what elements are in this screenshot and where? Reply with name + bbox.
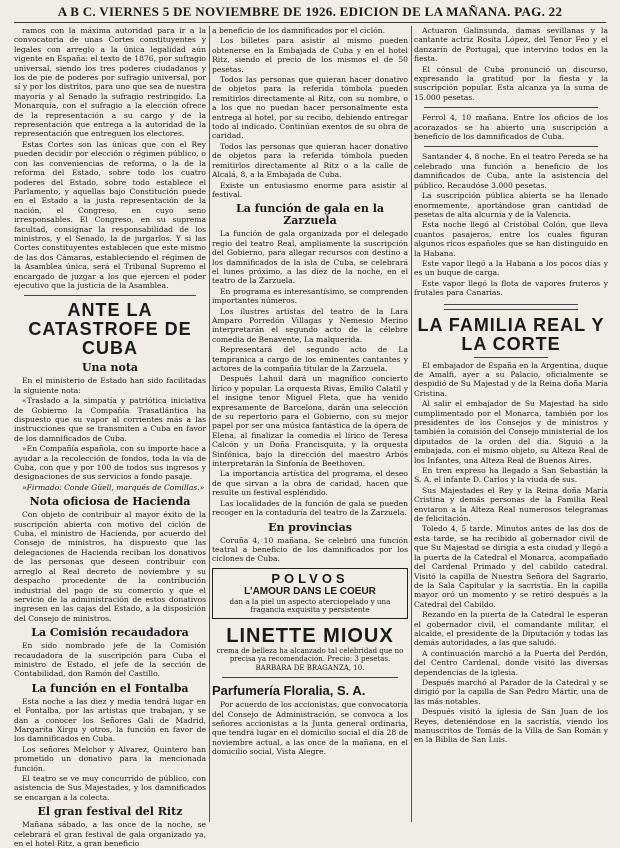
subhead: La función de gala en la Zarzuela <box>235 202 385 228</box>
paragraph: La importancia artística del programa, el deseo de que sirvan a la obra de caridad, hacen que resulte un festival espléndido. <box>212 469 408 498</box>
headline-cuba: ANTE LA CATASTROFE DE CUBA <box>28 300 192 359</box>
column-divider <box>209 26 210 822</box>
subhead: La Comisión recaudadora <box>31 626 189 640</box>
section-rule <box>222 677 398 678</box>
section-rule <box>424 146 598 147</box>
paragraph: Los señores Melchor y Alvarez, Quintero han prometido un donativo para la mencionada función. <box>14 744 206 773</box>
paragraph: Sus Majestades el Rey y la Reina doña María Cristina y demás personas de la Familia Real enviaron a la Alteza Real numerosos telegramas de felicitación. <box>414 485 608 524</box>
paragraph: Los ilustres artistas del teatro de la Lara Amparo Porredón Villagas y Nemesio Merino interpretarán el segundo acto de la célebre comedia de Benavente, La malquerida. <box>212 306 408 344</box>
paragraph: Por acuerdo de los accionistas, que convocatoria del Consejo de Administración, se convoca a los señores accionistas a la Junta general ordinaria, que tendrá lugar en el domicilio social el día 28 de noviembre actual, a las once de la mañana, en el domicilio social, Vista Alegre. <box>212 700 408 757</box>
paragraph: Los billetes para asistir al mismo pueden obtenerse en la Embajada de Cuba y en el hotel Ritz, siendo el precio de los mismos el de 50 pesetas. <box>212 36 408 74</box>
advert-polvos <box>212 568 408 619</box>
paragraph: La suscripción pública abierta se ha llenado enormemente, aportándose gran cantidad de pesetas de alta alcurnia y de la Valencia. <box>414 191 608 219</box>
paragraph: Todos las personas que quieran hacer donativo de objetos para la referida tómbola pueden remitirlos directamente al Ritz o a la calle de Alcalá, 8, a la Embajada de Cuba. <box>212 141 408 180</box>
paragraph: a beneficio de los damnificados por el ciclón. <box>212 26 386 35</box>
paragraph: Actuaron Galinsunda, damas sevillanas y la cantante actriz Rosita López, del Tenor Feo y el danzarín de Portugal, que intervino todos en la fiesta. <box>414 26 608 64</box>
headline-familia-real: LA FAMILIA REAL Y LA CORTE <box>417 314 605 354</box>
paragraph: Representará del segundo acto de La tempranica a cargo de los eminentes cantantes y actores de la compañía titular de la Zarzuela. <box>212 345 408 373</box>
advert-linette-body: crema de belleza ha alcanzado tal celebridad que no precisa ya recomendación. Precio: 3 pesetas. BARBARA DE BRAGANZA, 10. <box>216 646 404 672</box>
subhead: El gran festival del Ritz <box>37 805 183 819</box>
paragraph: En sido nombrado jefe de la Comisión recaudadora de la suscripción para Cuba el ministro de Estado, el jefe de la sección de Contabilidad, don Ramón del Castillo. <box>14 641 206 679</box>
column-1 <box>14 26 206 848</box>
subhead: Nota oficiosa de Hacienda <box>29 495 191 509</box>
subhead: Una nota <box>81 361 139 375</box>
paragraph: Estas Cortes son las únicas que con el Rey pueden decidir por elección o régimen público, o con las conveniencias de reforma, o la de la reforma del Estado, sobre todo los cuatro poderes del Estado, sobre todo establece el Parlamento, y aquellas bajo Constitución puede en el Estado a la justa representación de la nación, el Congreso, en cuyo seno irresponsables. El Congreso, en su suprema facultad, consignar la responsabilidad de los ministros, y el Senado, la de jurgarlos. Y si las Cortes constituyentes establecen que este mismo de las dos Cámaras, estableciendo el régimen de la Asamblea única, será el Tribunal Supremo el encargado de juzgar a los que ejercen el poder ejecutivo que la justicia de la Asamblea. <box>14 139 206 290</box>
paragraph: Al salir el embajador de Su Majestad ha sido cumplimentado por el Monarca, también por los presidentes de los Consejos y de ministros y también la comisión del Consejo ministerial de los diputados de la orden del día. Siguió a la embajada, con el mismo objeto, su Alteza Real de los Infantes, una Alteza Real de Buenos Aires. <box>414 399 608 465</box>
advert-floralia-title: Parfumería Floralia, S. A. <box>212 683 366 699</box>
advert-subtitle: L'AMOUR DANS LE COEUR <box>244 585 376 597</box>
paragraph: Ferrol 4, 10 mañana. Entre los oficios de los acorazados se ha abierto una suscripción a beneficio de los damnificados de Cuba. <box>414 113 608 142</box>
section-rule <box>24 295 196 296</box>
paragraph: En tren expreso ha llegado a San Sebastián la S. A. el infante D. Carlos y la viuda de sus. <box>414 466 608 485</box>
paragraph: Este vapor llegó la flota de vapores fruteros y frutales para Canarias. <box>414 278 608 298</box>
paragraph: Mañana sábado, a las once de la noche, se celebrará el gran festival de gala organizado ya, en el hotel Ritz, a gran beneficio <box>14 820 206 848</box>
paragraph: Coruña 4, 10 mañana. Se celebró una función teatral a beneficio de los damnificados por los ciclones de Cuba. <box>212 535 408 564</box>
paragraph: El embajador de España en la Argentina, duque de Amalfi, ayer a su Palacio, oficialmente se despidió de Su Majestad y de la Reina doña María Cristina. <box>414 360 608 398</box>
paragraph: Con objeto de contribuir al mayor éxito de la suscripción abierta con motivo del ciclón de Cuba, el ministro de Hacienda, por acuerdo del Consejo de ministros, ha dispuesto que las delegaciones de Hacienda reciban los donativos de las personas que deseen contribuir con arreglo al Real decreto de noviembre y su despacho procedente de la contribución industrial del pago de su comercio y que el servicio de la administración de estos donativos ingresen en las cajas del Estado, a la disposición del Consejo de ministros. <box>14 510 206 623</box>
paragraph: El teatro se ve muy concurrido de público, con asistencia de Sus Majestades, y los damnificados se encargan a la colecta. <box>14 774 206 802</box>
paragraph: Rezando en la puerta de la Catedral le esperan el gobernador civil, el comandante militar, el alcalde, el presidente de la Diputación y todas las demás autoridades, a las que saludó. <box>414 610 608 648</box>
section-double-rule <box>444 304 578 310</box>
paragraph: Esta noche llegó al Cristóbal Colón, que lleva cuantos pasajeros, entre los cuales figuran algunos ricos españoles que se han distinguido en la Habana. <box>414 220 608 258</box>
paragraph: Después Lahuil dará un magnífico concierto lírico y popular. La orquesta Rivas, Emilio Calatil y el insigne tenor Miguel Fleta, que ha venido expresamente de Barcelona, darán una selección de su repertorio para el Gobierno, con su mejor papel por ser una música fantástica de la ópera de Elena, al finalizar la comedia el lírico de Teresa Calcón y un Doña Francisquita, y la orquesta Sinfónica, bajo la dirección del maestro Arbós interpretarán la Sinfonía de Beethoven. <box>212 374 408 469</box>
column-2 <box>212 26 408 828</box>
section-rule <box>474 357 548 358</box>
column-3 <box>414 26 608 828</box>
column-divider <box>411 26 412 822</box>
paragraph: El cónsul de Cuba pronunció un discurso, expresando la gratitud por la fiesta y la suscripción popular. Esta alcanza ya la suma de 15.000 pesetas. <box>414 64 608 102</box>
advert-title: POLVOS <box>271 570 349 586</box>
subhead: En provincias <box>268 520 352 534</box>
paragraph: Después marchó al Parador de la Catedral y se dirigió por la capilla de San Pedro Mártir, una de las más notables. <box>414 677 608 706</box>
advert-linette-title: LINETTE MIOUX <box>226 624 394 647</box>
paragraph: Todos las personas que quieran hacer donativo de objetos para la referida tómbola pueden remitirlos directamente al Ritz, con su nombre, o a los que no puedan hacer personalmente esta entrega al hotel, por su recibo, debiendo entregar todo al indicado. Continúan exentos de su obra de caridad. <box>212 75 408 141</box>
paragraph: En el ministerio de Estado han sido facilitadas la siguiente nota: <box>14 376 206 395</box>
paragraph: ramos con la máxima autoridad para ir a la convocatoria de unas Cortes constituyentes y legales con arreglo a la única legalidad aún vigente en España: el texto de 1876, por sufragio universal, siendo los tres poderes ciudadanos y los de pie de poderes por sufragio universal, por sí y por los distritos, para uno que sea de nuestra mayoría y al Senado la sufragio restringido. La Monarquía, con el sufragio a la elección ofrece de la representación a su cargo y de la representación que entrega a la autoridad de la representación que entreguen los electores. <box>14 26 206 139</box>
paragraph: La función de gala organizada por el delegado regio del teatro Real, ampliamente la suscripción del Gobierno, para allegar recursos con destino a los damnificados de la isla de Cuba, se celebrará el lunes próximo, a las diez de la noche, en el teatro de la Zarzuela. <box>212 229 408 286</box>
paragraph: Este vapor llegó a la Habana a los pocos días y es un buque de carga. <box>414 258 608 278</box>
paragraph: Las localidades de la función de gala se pueden recoger en la contaduría del teatro de la Zarzuela. <box>212 498 408 518</box>
subhead: La función en el Fontalba <box>31 681 189 695</box>
paragraph: «Traslado a la simpatía y patriótica iniciativa de Gobierno la Compañía Trasatlántica ha dispuesto que su vapor al corrientes más a las instrucciones que se transmiten a Cuba en favor de los damnificados de Cuba. <box>14 396 206 443</box>
paragraph: Existe un entusiasmo enorme para asistir al festival. <box>212 180 408 199</box>
paragraph: Después visitó la iglesia de San Juan de los Reyes, deteniéndose en la sacristía, viendo los manuscritos de Tomás de la Villa de San Román y en la Biblia de San Luis. <box>414 707 608 745</box>
header-rule <box>14 22 606 23</box>
paragraph: »En Compañía española, con su importe hace a ayudar a la recolección de fondos, toda la vía de Cuba, con que y por 100 de todos sus ingresos y designaciones de sus servicios a fondo pasaje. <box>14 444 206 482</box>
paragraph: Santander 4, 8 noche. En el teatro Pereda se ha celebrado una función a beneficio de los damnificados de Cuba, ante la asistencia del público. Recaudóse 3.000 pesetas. <box>414 152 608 190</box>
paragraph: A continuación marchó a la Puerta del Perdón, del Centro Cardenal, donde visitó las diversas dependencias de la iglesia. <box>414 648 608 677</box>
page-header: A B C. VIERNES 5 DE NOVIEMBRE DE 1926. EDICION DE LA MAÑANA. PAG. 22 <box>57 4 563 19</box>
paragraph: En programa es interesantísimo, se comprenden importantes números. <box>212 286 408 306</box>
paragraph: »Firmado: Conde Güell, marqués de Comillas.» <box>22 482 205 492</box>
section-rule <box>424 107 598 108</box>
paragraph: Toledo 4, 5 tarde. Minutos antes de las dos de esta tarde, se ha recibido al gobernador civil de que Su Majestad se dirigía a esta ciudad y llegó a la puerta de la Catedral el Monarca, acompañado del Cardenal Primado y del cabildo catedral. Visitó la capilla de Nuestra Señora del Sagrario, de la Sala Capitular y la sacristía. En la capilla mayor oró un momento y se retiró después a la Catedral del Cabildo. <box>414 524 608 609</box>
advert-body: dan a la piel un aspecto aterciopelado y una fragancia exquisita y persistente <box>229 596 391 615</box>
paragraph: Esta noche a las diez y media tendrá lugar en el Fontalba, por las artistas que trabajan, y se dan a conocer los Señores Gali de Madrid, Margarita Xirgu y otros, la función en favor de los damnificados en Cuba. <box>14 696 206 744</box>
